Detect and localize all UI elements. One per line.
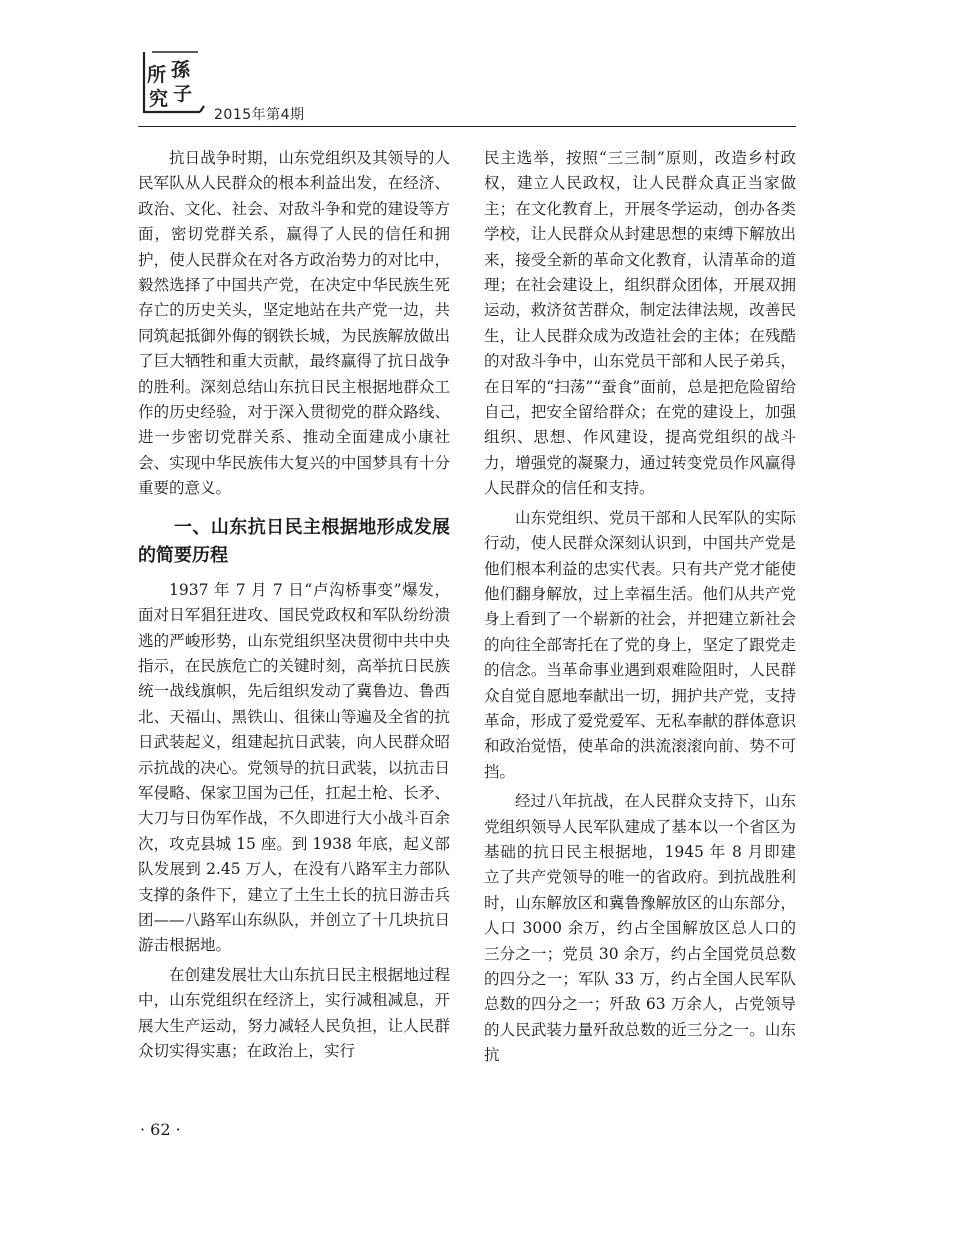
body-paragraph: 1937 年 7 月 7 日“卢沟桥事变”爆发，面对日军猖狂进攻、国民党政权和军队纷纷溃逃的严峻形势，山东党组织坚决贯彻中共中央指示，在民族危亡的关键时刻，高举抗日民族统一战线旗帜，先后组织发动了冀鲁边、鲁西北、天福山、黑铁山、徂徕山等遍及全省的抗日武装起义，组建起抗日武装，向人民群众昭示抗战的决心。党领导的抗日武装，以抗击日军侵略、保家卫国为己任，扛起土枪、长矛、大刀与日伪军作战，不久即进行大小战斗百余次，攻克县城 15 座。到 1938 年底，起义部队发展到 2.45 万人，在没有八路军主力部队支撑的条件下，建立了土生土长的抗日游击兵团——八路军山东纵队，并创立了十几块抗日游击根据地。 (138, 580, 450, 955)
body-paragraph: 在创建发展壮大山东抗日民主根据地过程中，山东党组织在经济上，实行减租减息，开展大生产运动，努力减轻人民负担，让人民群众切实得实惠；在政治上，实行 (138, 965, 450, 1060)
body-paragraph: 经过八年抗战，在人民群众支持下，山东党组织领导人民军队建成了基本以一个省区为基础的抗日民主根据地，1945 年 8 月即建立了共产党领导的唯一的省政府。到抗战胜利时，山东解放区和冀鲁豫解放区的山东部分，人口 3000 余万，约占全国解放区总人口的三分之一；党员 30 余万，约占全国党员总数的四分之一；军队 33 万，约占全国人民军队总数的四分之一；歼敌 63 万余人，占党领导的人民武装力量歼敌总数的近三分之一。山东抗 (484, 792, 796, 1065)
issue-label: 2015年第4期 (214, 107, 305, 123)
svg-text:孫: 孫 (171, 59, 191, 81)
svg-text:子: 子 (173, 83, 193, 105)
page-number: · 62 · (140, 1120, 181, 1139)
svg-text:究: 究 (149, 88, 169, 110)
body-paragraph: 山东党组织、党员干部和人民军队的实际行动，使人民群众深刻认识到，中国共产党是他们根本利益的忠实代表。只有共产党才能使他们翻身解放，过上幸福生活。他们从共产党身上看到了一个崭新的社会，并把建立新社会的向往全部寄托在了党的身上，坚定了跟党走的信念。当革命事业遇到艰难险阻时，人民群众自觉自愿地奉献出一切，拥护共产党，支持革命，形成了爱党爱军、无私奉献的群体意识和政治觉悟，使革命的洪流滚滚向前、势不可挡。 (484, 508, 796, 781)
header-rule (138, 126, 796, 127)
svg-text:所: 所 (147, 64, 167, 86)
journal-logo (138, 48, 208, 118)
continued-paragraph: 民主选举，按照“三三制”原则，改造乡村政权，建立人民政权，让人民群众真正当家做主；在文化教育上，开展冬学运动，创办各类学校，让人民群众从封建思想的束缚下解放出来，接受全新的革命文化教育，认清革命的道理；在社会建设上，组织群众团体，开展双拥运动，救济贫苦群众，制定法律法规，改善民生，让人民群众成为改造社会的主体；在残酷的对敌斗争中，山东党员干部和人民子弟兵，在日军的“扫荡”“蚕食”面前，总是把危险留给自己，把安全留给群众；在党的建设上，加强组织、思想、作风建设，提高党组织的战斗力，增强党的凝聚力，通过转变党员作风赢得人民群众的信任和支持。 (484, 149, 796, 498)
intro-paragraph: 抗日战争时期，山东党组织及其领导的人民军队从人民群众的根本利益出发，在经济、政治、文化、社会、对敌斗争和党的建设等方面，密切党群关系，赢得了人民的信任和拥护，使人民群众在对各方政治势力的对比中，毅然选择了中国共产党，在决定中华民族生死存亡的历史关头，坚定地站在共产党一边，共同筑起抵御外侮的钢铁长城，为民族解放做出了巨大牺牲和重大贡献，最终赢得了抗日战争的胜利。深刻总结山东抗日民主根据地群众工作的历史经验，对于深入贯彻党的群众路线、进一步密切党群关系、推动全面建成小康社会、实现中华民族伟大复兴的中国梦具有十分重要的意义。 (138, 149, 450, 498)
journal-logo-mark (138, 48, 208, 118)
section-heading: 一、山东抗日民主根据地形成发展的简要历程 (138, 516, 450, 566)
left-column (138, 146, 450, 1064)
right-column (484, 146, 796, 1069)
